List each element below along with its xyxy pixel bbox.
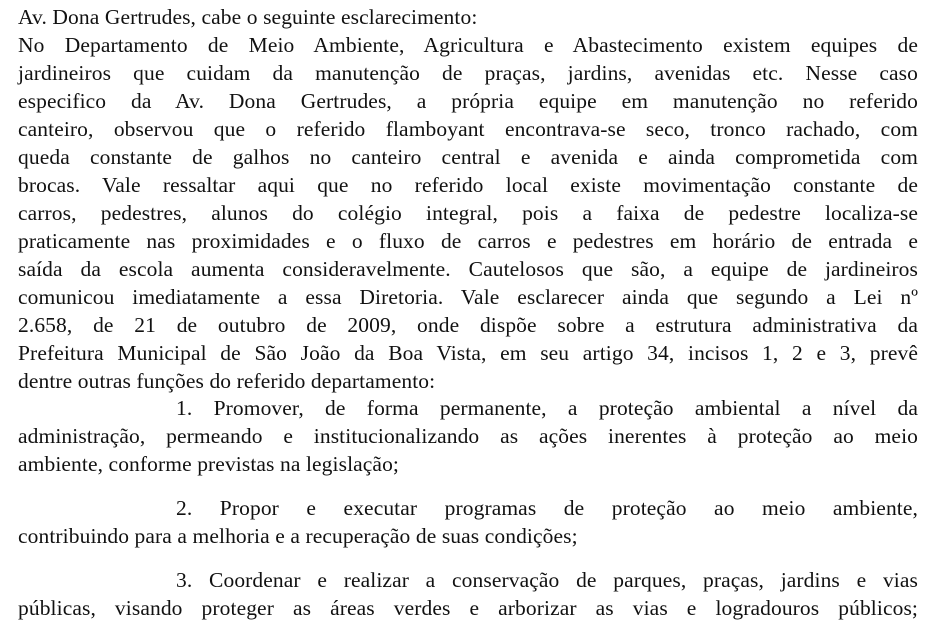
text-line-6: queda constante de galhos no canteiro central e avenida e ainda comprometida com xyxy=(18,145,918,169)
text-line-2: No Departamento de Meio Ambiente, Agricultura e Abastecimento existem equipes de xyxy=(18,33,918,57)
text-line-1: Av. Dona Gertrudes, cabe o seguinte esclarecimento: xyxy=(18,5,478,29)
list-item-2-line-2: contribuindo para a melhoria e a recuperação de suas condições; xyxy=(18,524,578,548)
list-item-3-line-1: 3. Coordenar e realizar a conservação de parques, praças, jardins e vias xyxy=(176,568,918,592)
text-line-4: especifico da Av. Dona Gertrudes, a própria equipe em manutenção no referido xyxy=(18,89,918,113)
list-item-3-line-2: públicas, visando proteger as áreas verdes e arborizar as vias e logradouros públicos; xyxy=(18,596,918,620)
text-line-3: jardineiros que cuidam da manutenção de praças, jardins, avenidas etc. Nesse caso xyxy=(18,61,918,85)
text-line-8: carros, pedestres, alunos do colégio integral, pois a faixa de pedestre localiza-se xyxy=(18,201,918,225)
list-item-1-line-2: administração, permeando e institucionalizando as ações inerentes à proteção ao meio xyxy=(18,424,918,448)
text-line-12: 2.658, de 21 de outubro de 2009, onde dispõe sobre a estrutura administrativa da xyxy=(18,313,918,337)
text-line-11: comunicou imediatamente a essa Diretoria. Vale esclarecer ainda que segundo a Lei nº xyxy=(18,285,918,309)
list-item-1-line-3: ambiente, conforme previstas na legislação; xyxy=(18,452,400,476)
text-line-9: praticamente nas proximidades e o fluxo de carros e pedestres em horário de entrada e xyxy=(18,229,918,253)
text-line-13: Prefeitura Municipal de São João da Boa Vista, em seu artigo 34, incisos 1, 2 e 3, prevê xyxy=(18,341,918,365)
text-line-14: dentre outras funções do referido departamento: xyxy=(18,369,436,393)
text-line-7: brocas. Vale ressaltar aqui que no referido local existe movimentação constante de xyxy=(18,173,918,197)
list-item-1-line-1: 1. Promover, de forma permanente, a proteção ambiental a nível da xyxy=(176,396,918,420)
list-item-2-line-1: 2. Propor e executar programas de proteção ao meio ambiente, xyxy=(176,496,918,520)
text-line-5: canteiro, observou que o referido flamboyant encontrava-se seco, tronco rachado, com xyxy=(18,117,918,141)
text-line-10: saída da escola aumenta consideravelmente. Cautelosos que são, a equipe de jardineiros xyxy=(18,257,918,281)
